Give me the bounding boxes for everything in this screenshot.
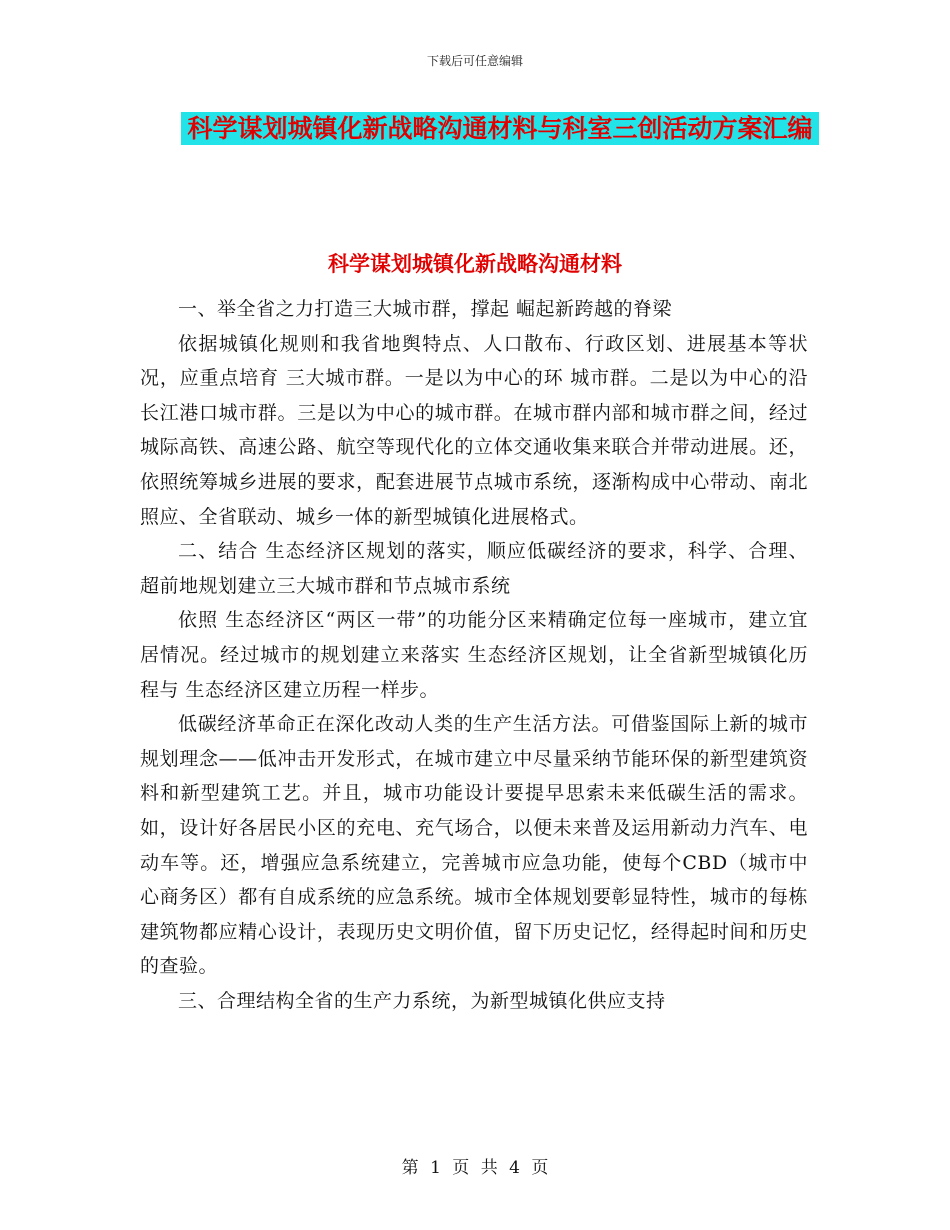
section-title: 科学谋划城镇化新战略沟通材料 (328, 252, 622, 276)
main-title-text: 科学谋划城镇化新战略沟通材料与科室三创活动方案汇编 (181, 112, 818, 145)
body-text (140, 292, 808, 1018)
paragraph: 依照 生态经济区“两区一带”的功能分区来精确定位每一座城市，建立宜居情况。经过城市的规划建立来落实 生态经济区规划，让全省新型城镇化历程与 生态经济区建立历程一样步。 (140, 609, 808, 701)
heading-2: 二、结合 生态经济区规划的落实，顺应低碳经济的要求，科学、合理、超前地规划建立三大城市群和节点城市系统 (140, 540, 808, 597)
heading-1: 一、举全省之力打造三大城市群，撑起 崛起新跨越的脊梁 (178, 298, 673, 320)
page-footer: 第 1 页 共 4 页 (401, 1158, 549, 1178)
paragraph: 低碳经济革命正在深化改动人类的生产生活方法。可借鉴国际上新的城市规划理念——低冲击开发形式，在城市建立中尽量采纳节能环保的新型建筑资料和新型建筑工艺。并且，城市功能设计要提早思索未来低碳生活的需求。如，设计好各居民小区的充电、充气场合，以便未来普及运用新动力汽车、电动车等。还，增强应急系统建立，完善城市应急功能，使每个CBD（城市中心商务区）都有自成系统的应急系统。城市全体规划要彰显特性，城市的每栋建筑物都应精心设计，表现历史文明价值，留下历史记忆，经得起时间和历史的查验。 (140, 713, 808, 978)
heading-3: 三、合理结构全省的生产力系统，为新型城镇化供应支持 (178, 989, 666, 1012)
paragraph: 依据城镇化规则和我省地舆特点、人口散布、行政区划、进展基本等状况，应重点培育 三大城市群。一是以为中心的环 城市群。二是以为中心的沿长江港口城市群。三是以为中心的城市群。在城市群内部和城市群之间，经过城际高铁、高速公路、航空等现代化的立体交通收集来联合并带动进展。还，依照统筹城乡进展的要求，配套进展节点城市系统，逐渐构成中心带动、南北照应、全省联动、城乡一体的新型城镇化进展格式。 (140, 332, 808, 528)
main-title (180, 106, 820, 152)
header-note: 下载后可任意编辑 (426, 54, 523, 68)
